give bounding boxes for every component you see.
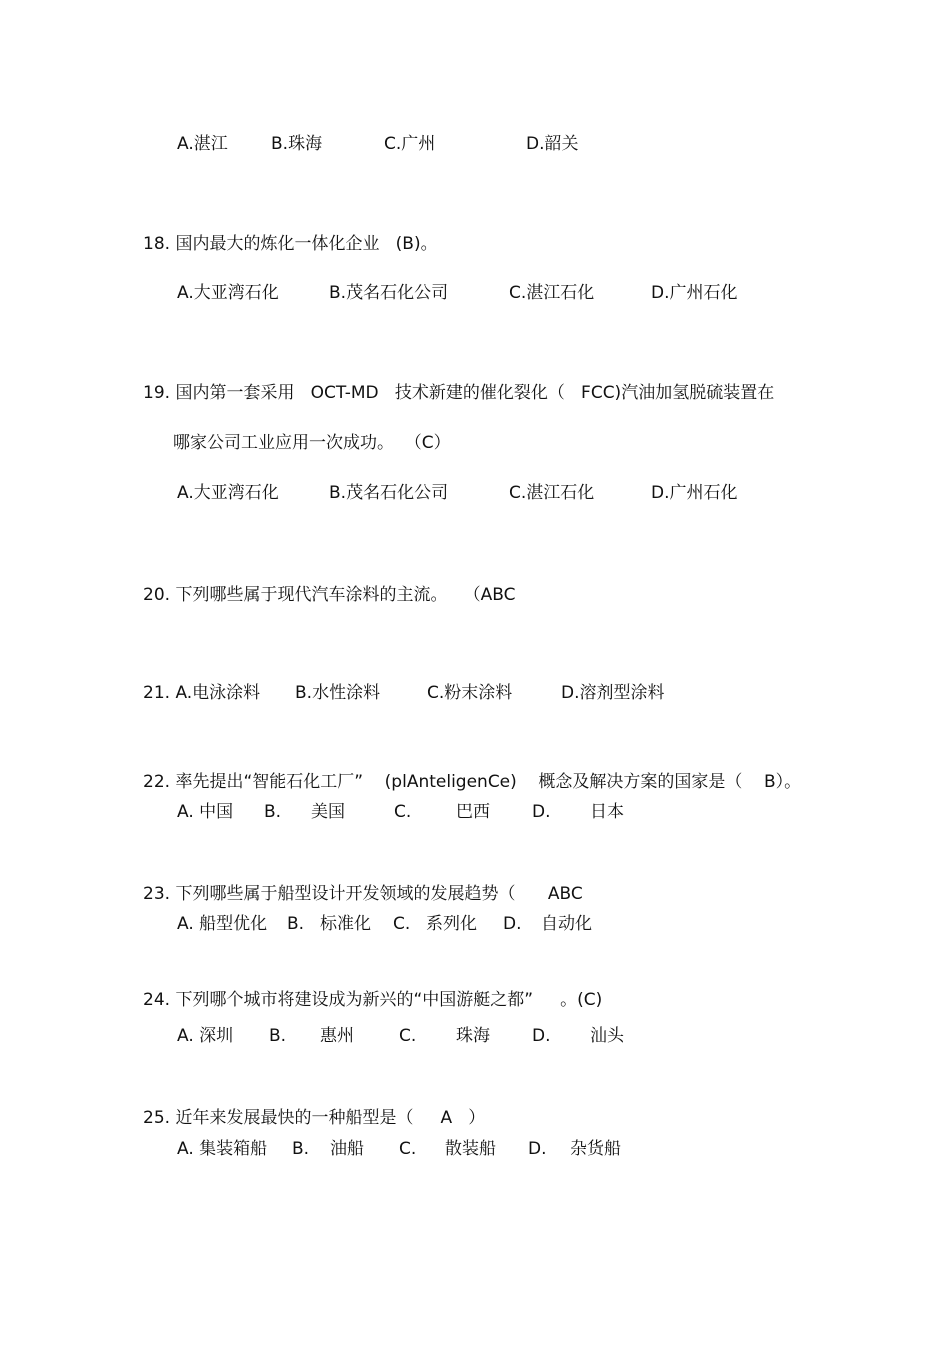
q24-option-b-text: 惠州 [320,1026,354,1046]
q23-option-d-letter: D. [503,914,522,934]
q24-option-c-letter: C. [399,1026,417,1046]
q24-option-b-letter: B. [269,1026,287,1046]
q21-option-c: C.粉末涂料 [427,683,513,703]
q19-option-b: B.茂名石化公司 [329,483,449,503]
q25-option-b-text: 油船 [330,1139,364,1159]
q18-option-b: B.茂名石化公司 [329,283,449,303]
q23-option-b-letter: B. [287,914,305,934]
q25-option-b-letter: B. [292,1139,310,1159]
q24-option-d-text: 汕头 [590,1026,624,1046]
q19-option-c: C.湛江石化 [509,483,595,503]
q22-question: 22. 率先提出“智能石化工厂” (plAnteligenCe) 概念及解决方案的国家是（ B）。 [143,772,802,792]
q17-option-c: C.广州 [384,134,436,154]
q25-option-c-text: 散装船 [445,1139,496,1159]
q22-option-a: A. 中国 [177,802,234,822]
q24-question: 24. 下列哪个城市将建设成为新兴的“中国游艇之都” 。(C) [143,990,603,1010]
q24-option-a: A. 深圳 [177,1026,234,1046]
q23-option-c-letter: C. [393,914,411,934]
q17-option-b: B.珠海 [271,134,323,154]
q19-question-line1: 19. 国内第一套采用 OCT-MD 技术新建的催化裂化（ FCC)汽油加氢脱硫装置在 [143,383,775,403]
q21-option-b: B.水性涂料 [295,683,381,703]
q25-question: 25. 近年来发展最快的一种船型是（ A ） [143,1108,486,1128]
q24-option-c-text: 珠海 [456,1026,490,1046]
q18-question: 18. 国内最大的炼化一体化企业 (B)。 [143,234,438,254]
q22-option-b-text: 美国 [311,802,345,822]
q24-option-d-letter: D. [532,1026,551,1046]
q17-option-d: D.韶关 [526,134,579,154]
q19-option-a: A.大亚湾石化 [177,483,279,503]
q23-option-d-text: 自动化 [541,914,592,934]
q21-option-d: D.溶剂型涂料 [561,683,665,703]
q18-option-a: A.大亚湾石化 [177,283,279,303]
q25-option-a: A. 集装箱船 [177,1139,268,1159]
q19-question-line2: 哪家公司工业应用一次成功。 （C） [173,433,451,453]
q25-option-d-letter: D. [528,1139,547,1159]
q18-option-d: D.广州石化 [651,283,738,303]
q22-option-d-letter: D. [532,802,551,822]
q17-option-a: A.湛江 [177,134,228,154]
q23-option-a: A. 船型优化 [177,914,268,934]
q22-option-c-letter: C. [394,802,412,822]
q22-option-c-text: 巴西 [456,802,490,822]
q20-question: 20. 下列哪些属于现代汽车涂料的主流。 （ABC [143,585,516,605]
q18-option-c: C.湛江石化 [509,283,595,303]
q22-option-b-letter: B. [264,802,282,822]
q25-option-d-text: 杂货船 [570,1139,621,1159]
q22-option-d-text: 日本 [590,802,624,822]
q25-option-c-letter: C. [399,1139,417,1159]
q23-question: 23. 下列哪些属于船型设计开发领域的发展趋势（ ABC [143,884,583,904]
q23-option-c-text: 系列化 [426,914,477,934]
q19-option-d: D.广州石化 [651,483,738,503]
q23-option-b-text: 标准化 [320,914,371,934]
q21-option-a: 21. A.电泳涂料 [143,683,261,703]
